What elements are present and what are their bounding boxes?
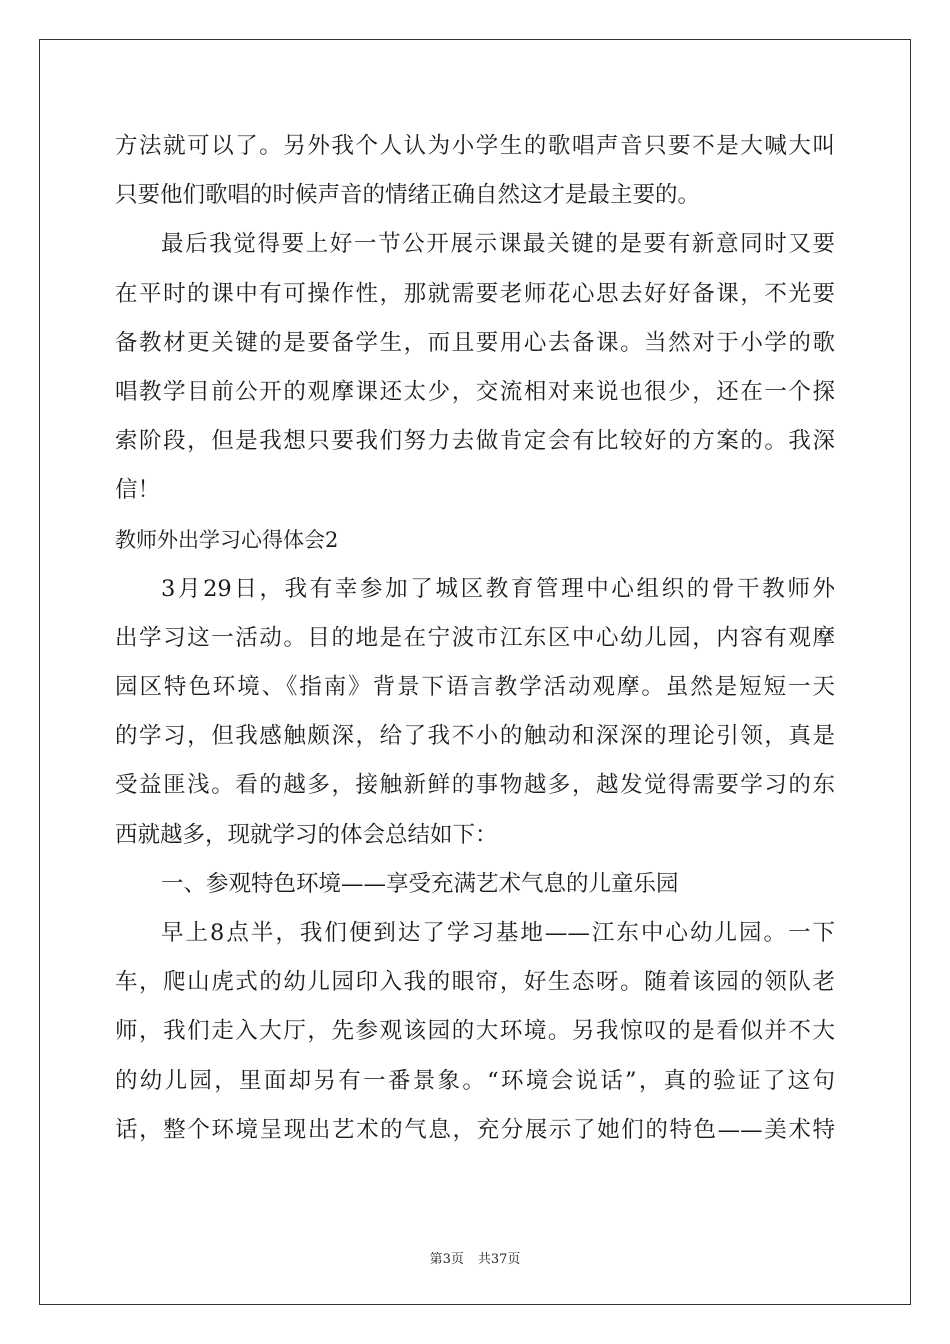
- paragraph-first-line: 3月29日，我有幸参加了城区教育管理中心组织的骨干教师外: [161, 575, 835, 602]
- text-line: 的学习，但我感触颇深，给了我不小的触动和深深的理论引领，真是: [115, 723, 835, 750]
- paragraph-first-line: 早上8点半，我们便到达了学习基地——江东中心幼儿园。一下: [161, 920, 835, 946]
- text-line: 受益匪浅。看的越多，接触新鲜的事物越多，越发觉得需要学习的东: [115, 772, 835, 799]
- page-number: 第3页: [429, 1252, 464, 1267]
- text-line: 方法就可以了。另外我个人认为小学生的歌唱声音只要不是大喊大叫: [115, 133, 835, 159]
- text-line: 索阶段，但是我想只要我们努力去做肯定会有比较好的方案的。我深: [115, 428, 835, 455]
- text-line: 在平时的课中有可操作性，那就需要老师花心思去好好备课，不光要: [115, 280, 835, 307]
- text-line: 信！: [115, 477, 161, 504]
- text-line: 西就越多，现就学习的体会总结如下：: [115, 821, 498, 848]
- paragraph-first-line: 最后我觉得要上好一节公开展示课最关键的是要有新意同时又要: [161, 231, 835, 258]
- text-line: 的幼儿园，里面却另有一番景象。“环境会说话”，真的验证了这句: [115, 1067, 835, 1094]
- text-line: 只要他们歌唱的时候声音的情绪正确自然这才是最主要的。: [115, 182, 701, 209]
- text-line: 备教材更关键的是要备学生，而且要用心去备课。当然对于小学的歌: [115, 329, 835, 356]
- text-line: 园区特色环境、《指南》背景下语言教学活动观摩。虽然是短短一天: [115, 674, 835, 701]
- text-line: 车，爬山虎式的幼儿园印入我的眼帘，好生态呀。随着该园的领队老: [115, 969, 835, 996]
- document-body: [115, 122, 835, 1155]
- text-line: 话，整个环境呈现出艺术的气息，充分展示了她们的特色——美术特: [115, 1116, 835, 1143]
- text-line: 师，我们走入大厅，先参观该园的大环境。另我惊叹的是看似并不大: [115, 1018, 835, 1045]
- subsection-heading: 一、参观特色环境——享受充满艺术气息的儿童乐园: [161, 870, 679, 897]
- text-line: 唱教学目前公开的观摩课还太少，交流相对来说也很少，还在一个探: [115, 378, 835, 405]
- section-heading: 教师外出学习心得体会2: [115, 527, 339, 552]
- page-total: 共37页: [477, 1252, 521, 1267]
- page-footer: [0, 1248, 950, 1267]
- text-line: 出学习这一活动。目的地是在宁波市江东区中心幼儿园，内容有观摩: [115, 624, 835, 651]
